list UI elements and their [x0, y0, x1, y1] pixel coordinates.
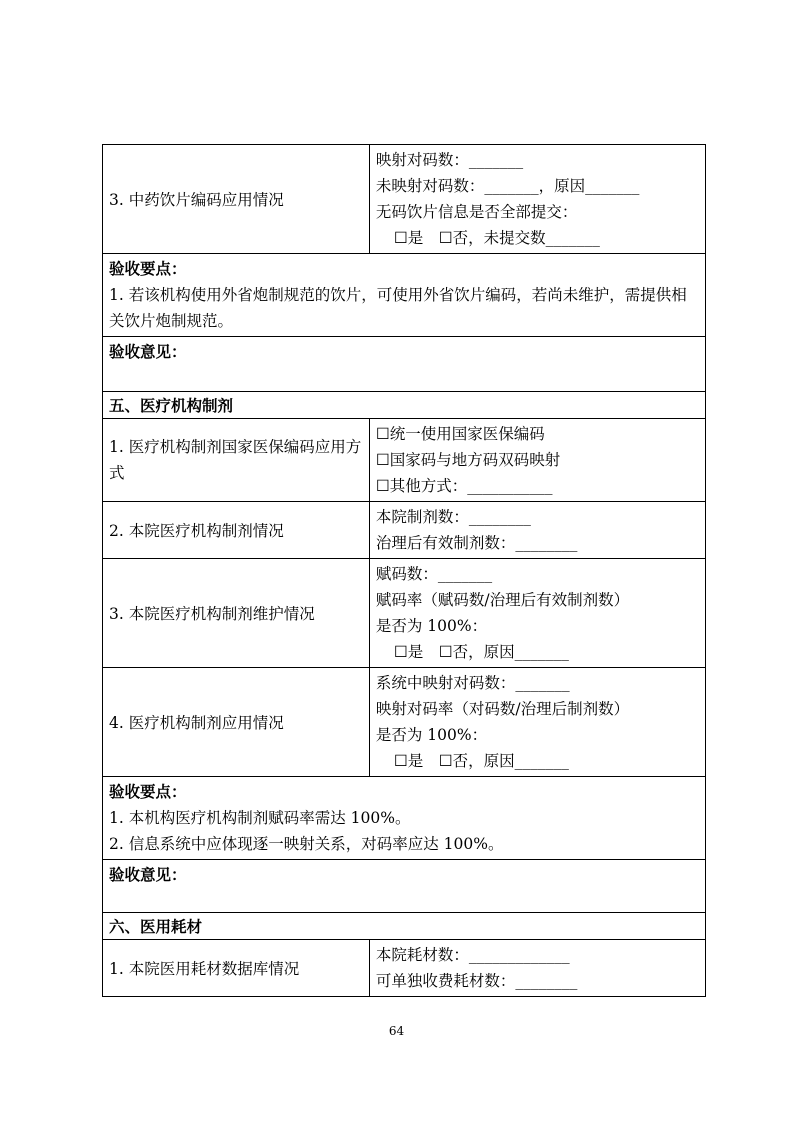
system-mapped-count-line: 系统中映射对码数：_______	[375, 674, 570, 692]
item-label-cell	[103, 145, 370, 254]
table-row	[103, 913, 706, 940]
acceptance-opinion-label: 验收意见：	[109, 342, 187, 361]
yes-no-line: ☐是 ☐否，原因_______	[393, 752, 569, 770]
acceptance-points-cell	[103, 777, 706, 860]
is-100-line: 是否为 100%：	[375, 726, 488, 744]
unmapped-count-line: 未映射对码数：_______，原因_______	[375, 177, 640, 195]
coded-count-line: 赋码数：_______	[375, 565, 493, 583]
acceptance-point-1: 1. 本机构医疗机构制剂赋码率需达 100%。	[109, 809, 411, 827]
herb-code-label: 3. 中药饮片编码应用情况	[109, 191, 284, 209]
option-unified: ☐统一使用国家医保编码	[375, 425, 545, 443]
mapped-count-line: 映射对码数：_______	[375, 151, 524, 169]
acceptance-opinion-cell	[103, 337, 706, 392]
is-100-line: 是否为 100%：	[375, 617, 488, 635]
section-title: 五、医疗机构制剂	[103, 392, 706, 419]
valid-prep-count-line: 治理后有效制剂数：________	[375, 534, 578, 552]
page-number: 64	[388, 1024, 405, 1038]
item-value-cell	[369, 668, 705, 777]
section-title: 六、医用耗材	[103, 913, 706, 940]
option-dual: ☐国家码与地方码双码映射	[375, 451, 561, 469]
prep-code-method-label: 1. 医疗机构制剂国家医保编码应用方式	[109, 438, 362, 482]
acceptance-opinion-cell	[103, 860, 706, 913]
item-value-cell	[369, 145, 705, 254]
billable-consumables-count-line: 可单独收费耗材数：________	[375, 972, 578, 990]
acceptance-points-title: 验收要点：	[109, 782, 187, 801]
item-label-cell	[103, 668, 370, 777]
table-row	[103, 419, 706, 502]
table-row	[103, 145, 706, 254]
item-label-cell	[103, 940, 370, 997]
table-row	[103, 559, 706, 668]
acceptance-opinion-label: 验收意见：	[109, 865, 187, 884]
acceptance-points-text: 1. 若该机构使用外省炮制规范的饮片，可使用外省饮片编码，若尚未维护，需提供相关饮片炮制规范。	[109, 286, 687, 330]
yes-no-line: ☐是 ☐否，未提交数_______	[393, 229, 600, 247]
acceptance-points-cell	[103, 254, 706, 337]
prep-maintenance-label: 3. 本院医疗机构制剂维护情况	[109, 605, 315, 623]
table-row	[103, 940, 706, 997]
option-other: ☐其他方式：___________	[375, 477, 553, 495]
item-label-cell	[103, 502, 370, 559]
table-row	[103, 392, 706, 419]
table-row	[103, 254, 706, 337]
table-row	[103, 337, 706, 392]
mapping-rate-line: 映射对码率（对码数/治理后制剂数）	[375, 700, 630, 718]
table-row	[103, 502, 706, 559]
prep-application-label: 4. 医疗机构制剂应用情况	[109, 714, 284, 732]
item-value-cell	[369, 940, 705, 997]
consumables-db-label: 1. 本院医用耗材数据库情况	[109, 960, 300, 978]
acceptance-form-table	[102, 144, 706, 997]
item-value-cell	[369, 559, 705, 668]
item-label-cell	[103, 559, 370, 668]
coding-rate-line: 赋码率（赋码数/治理后有效制剂数）	[375, 591, 630, 609]
prep-count-line: 本院制剂数：________	[375, 508, 531, 526]
prep-status-label: 2. 本院医疗机构制剂情况	[109, 522, 284, 540]
table-row	[103, 777, 706, 860]
table-row	[103, 860, 706, 913]
uncoded-submitted-line: 无码饮片信息是否全部提交：	[375, 203, 578, 221]
acceptance-points-title: 验收要点：	[109, 259, 187, 278]
consumables-count-line: 本院耗材数：_____________	[375, 946, 570, 964]
item-label-cell	[103, 419, 370, 502]
item-value-cell	[369, 502, 705, 559]
acceptance-point-2: 2. 信息系统中应体现逐一映射关系，对码率应达 100%。	[109, 835, 504, 853]
item-value-cell	[369, 419, 705, 502]
yes-no-line: ☐是 ☐否，原因_______	[393, 643, 569, 661]
table-row	[103, 668, 706, 777]
